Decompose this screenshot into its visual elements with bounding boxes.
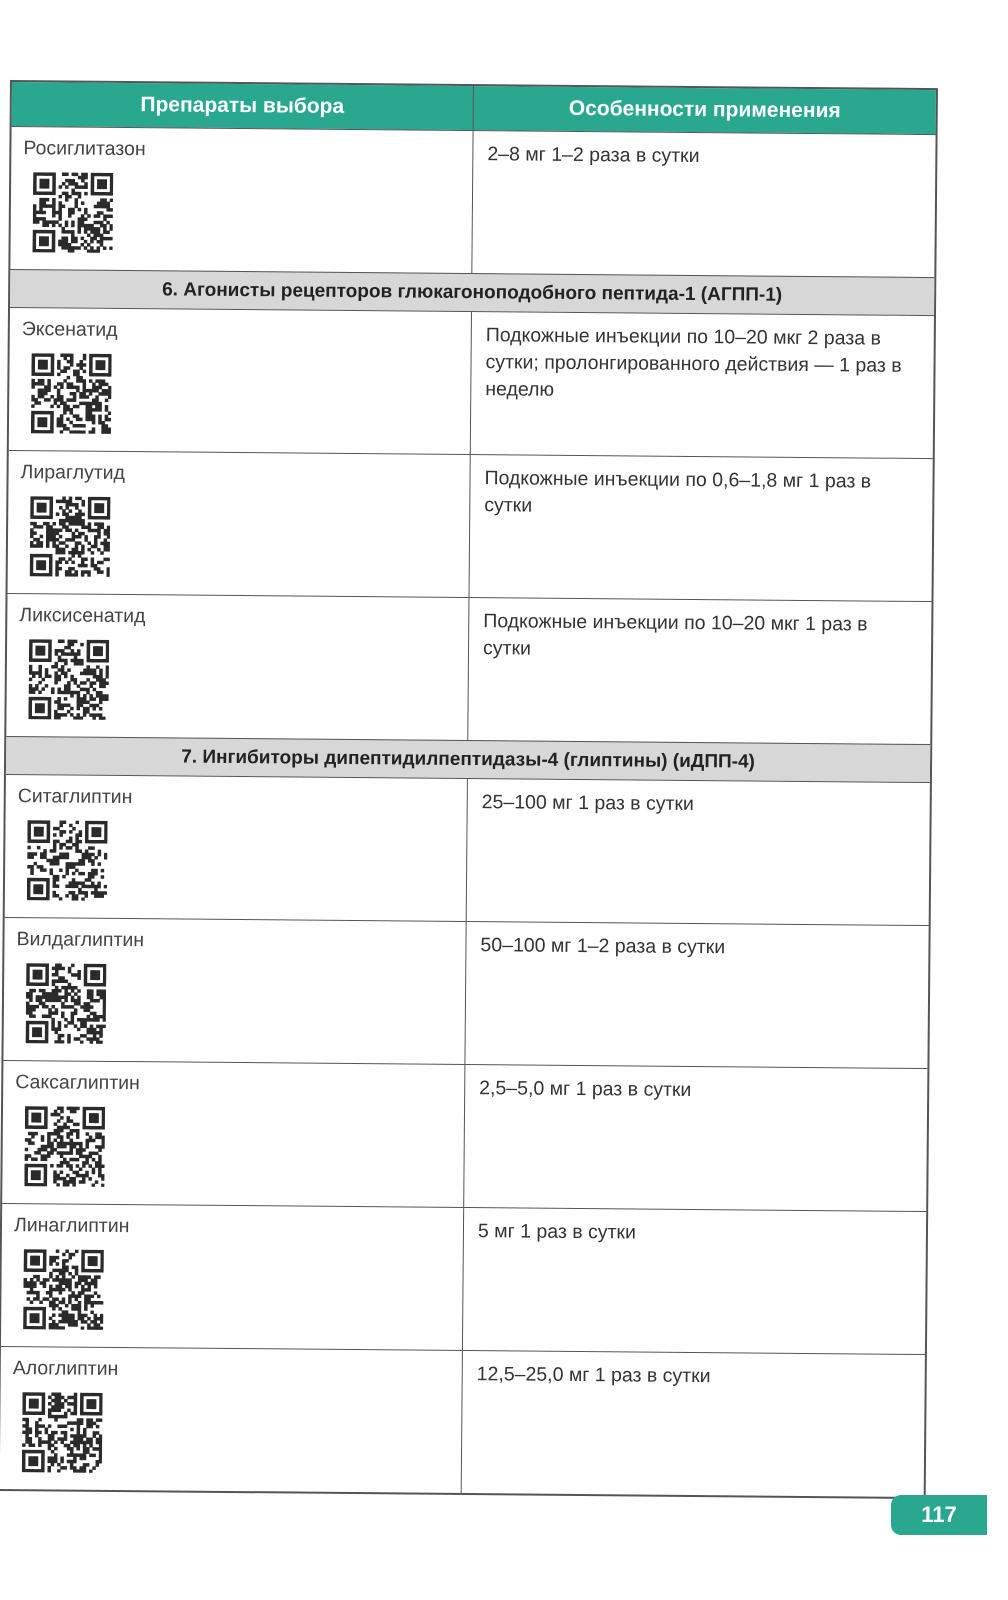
drug-cell (2, 1061, 465, 1207)
drug-name: Эксенатид (21, 318, 118, 341)
table-row (10, 126, 935, 277)
usage-text: 2–8 мг 1–2 раза в сутки (487, 143, 700, 168)
drug-name: Лираглутид (20, 461, 126, 485)
usage-text: 50–100 мг 1–2 раза в сутки (480, 934, 726, 959)
qr-code-icon[interactable] (31, 353, 112, 434)
usage-text: 12,5–25,0 мг 1 раз в сутки (476, 1363, 711, 1388)
table-row (9, 307, 934, 458)
drug-table (0, 80, 938, 1499)
usage-text: Подкожные инъекции по 10–20 мкг 1 раз в сутки (482, 610, 868, 660)
qr-code-icon[interactable] (30, 496, 111, 577)
drug-cell (0, 1347, 463, 1493)
header-drugs-of-choice: Препараты выбора (12, 82, 474, 130)
table-row (1, 1203, 926, 1354)
drug-name: Алоглиптин (12, 1357, 119, 1380)
table-body (0, 126, 936, 1497)
section-header: 7. Ингибиторы дипептидилпептидазы-4 (глиптины) (иДПП-4) (6, 736, 930, 782)
page-number: 117 (891, 1495, 987, 1535)
drug-cell (6, 594, 469, 740)
qr-code-icon[interactable] (28, 639, 109, 720)
drug-cell (5, 775, 468, 921)
usage-text: Подкожные инъекции по 10–20 мкг 2 раза в сутки; пролонгированного действия — 1 раз в неделю (485, 324, 902, 401)
qr-code-icon[interactable] (22, 1392, 103, 1473)
table-row (0, 1346, 925, 1497)
drug-cell (1, 1204, 464, 1350)
table-row (8, 450, 933, 601)
drug-name: Ситаглиптин (17, 785, 133, 809)
usage-text: 25–100 мг 1 раз в сутки (481, 791, 694, 815)
table-header-row (12, 82, 936, 134)
qr-code-icon[interactable] (27, 820, 108, 901)
drug-cell (3, 918, 466, 1064)
header-usage-features: Особенности применения (568, 96, 841, 123)
qr-code-icon[interactable] (32, 172, 113, 253)
drug-name: Вилдаглиптин (16, 928, 145, 952)
table-row (3, 917, 928, 1068)
usage-text: Подкожные инъекции по 0,6–1,8 мг 1 раз в сутки (484, 467, 872, 517)
drug-cell (10, 127, 473, 273)
qr-code-icon[interactable] (24, 1106, 105, 1187)
drug-cell (8, 451, 471, 597)
section-header: 6. Агонисты рецепторов глюкагоноподобного пептида-1 (АГПП-1) (10, 269, 934, 315)
drug-name: Линаглиптин (13, 1214, 130, 1238)
drug-name: Саксаглиптин (15, 1071, 140, 1095)
drug-cell (9, 308, 472, 454)
drug-name: Ликсисенатид (19, 604, 146, 628)
table-row (5, 774, 930, 925)
drug-name: Росиглитазон (23, 137, 146, 161)
usage-text: 5 мг 1 раз в сутки (477, 1220, 636, 1244)
table-row (6, 593, 931, 744)
table-row (2, 1060, 927, 1211)
usage-text: 2,5–5,0 мг 1 раз в сутки (479, 1077, 692, 1101)
qr-code-icon[interactable] (23, 1249, 104, 1330)
qr-code-icon[interactable] (26, 963, 107, 1044)
